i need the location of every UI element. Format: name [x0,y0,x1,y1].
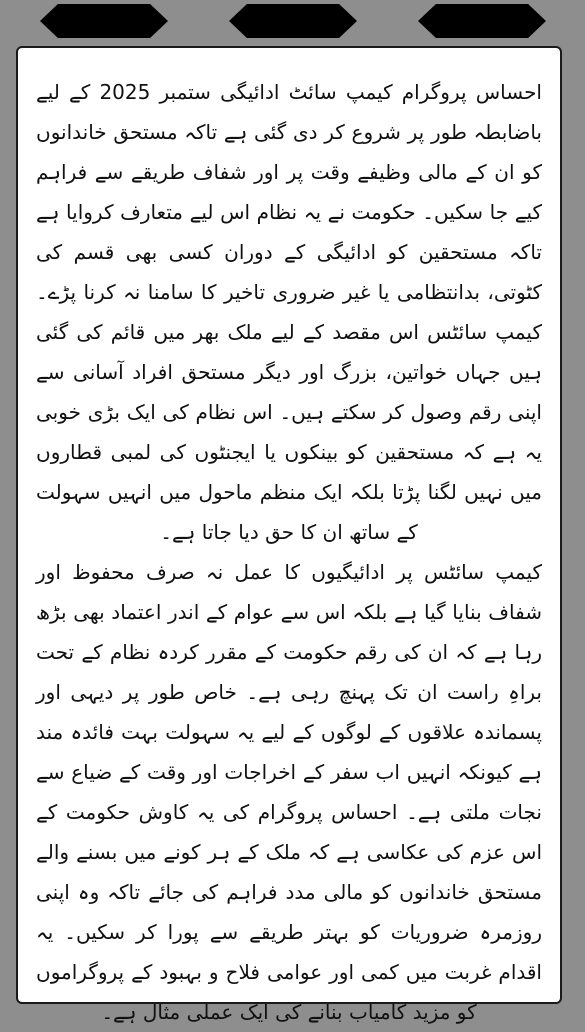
article-card [16,46,562,1024]
right-tab [418,4,546,38]
center-tab [229,4,357,38]
left-tab [40,4,168,38]
article-paragraph-2: کیمپ سائٹس پر ادائیگیوں کا عمل نہ صرف محفوظ اور شفاف بنایا گیا ہے بلکہ اس سے عوام کے اندر اعتماد بھی بڑھ رہا ہے کہ ان کی رقم حکومت کے مقرر کردہ نظام کے تحت براہِ راست ان تک پہنچ رہی ہے۔ خاص طور پر دیہی اور پسماندہ علاقوں کے لوگوں کے لیے یہ سہولت بہت فائدہ مند ہے کیونکہ انہیں اب سفر کے اخراجات اور وقت کے ضیاع سے نجات ملتی ہے۔ احساس پروگرام کی یہ کاوش حکومت کے اس عزم کی عکاسی ہے کہ ملک کے ہر کونے میں بسنے والے مستحق خاندانوں کو مالی مدد فراہم کی جائے تاکہ وہ اپنی روزمرہ ضروریات کو بہتر طریقے سے پورا کر سکیں۔ یہ اقدام غربت میں کمی اور عوامی فلاح و بہبود کے پروگراموں کو مزید کامیاب بنانے کی ایک عملی مثال ہے۔ [36,560,542,1024]
article-paragraph-1: احساس پروگرام کیمپ سائٹ ادائیگی ستمبر 2025 کے لیے باضابطہ طور پر شروع کر دی گئی ہے تاکہ مستحق خاندانوں کو ان کے مالی وظیفے وقت پر اور شفاف طریقے سے فراہم کیے جا سکیں۔ حکومت نے یہ نظام اس لیے متعارف کروایا ہے تاکہ مستحقین کو ادائیگی کے دوران کسی بھی قسم کی کٹوتی، بدانتظامی یا غیر ضروری تاخیر کا سامنا نہ کرنا پڑے۔ کیمپ سائٹس اس مقصد کے لیے ملک بھر میں قائم کی گئی ہیں جہاں خواتین، بزرگ اور دیگر مستحق افراد آسانی سے اپنی رقم وصول کر سکتے ہیں۔ اس نظام کی ایک بڑی خوبی یہ ہے کہ مستحقین کو بینکوں یا ایجنٹوں کی لمبی قطاروں میں نہیں لگنا پڑتا بلکہ ایک منظم ماحول میں انہیں سہولت کے ساتھ ان کا حق دیا جاتا ہے۔ [36,80,542,544]
